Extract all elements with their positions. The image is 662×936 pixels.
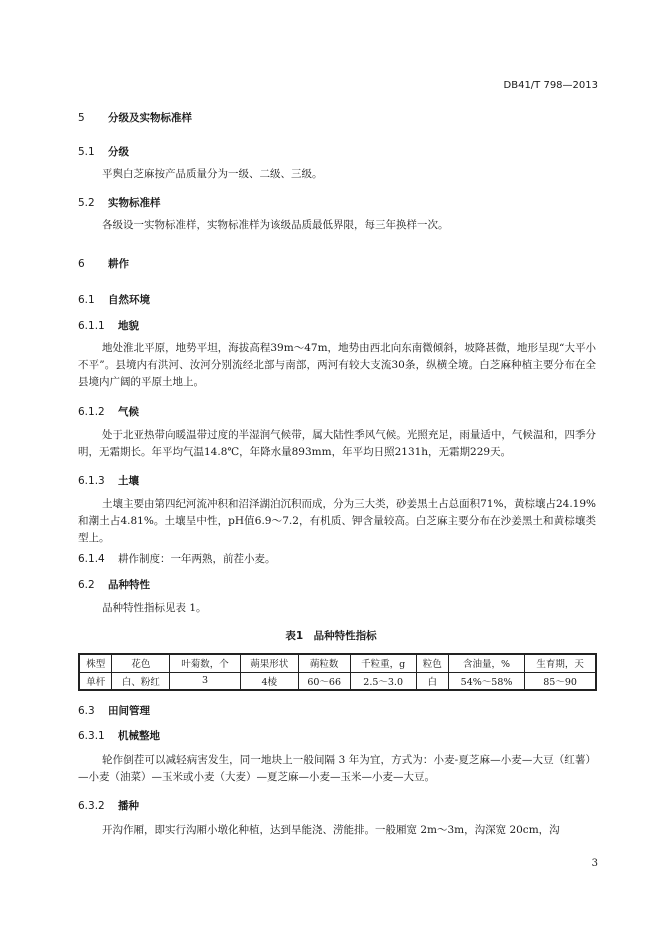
variety-traits-table: [78, 653, 597, 691]
section-6-2-heading: [78, 577, 150, 592]
section-5-1-text: 平舆白芝麻按产品质量分为一级、二级、三级。: [102, 168, 323, 180]
table-header-cell: 千粒重，g: [350, 654, 416, 672]
section-title: 品种特性: [108, 579, 150, 591]
section-title: 播种: [118, 800, 139, 812]
section-title: 机械整地: [118, 730, 160, 742]
table-row: [79, 672, 596, 690]
section-title: 分级: [108, 146, 129, 158]
section-5-2-heading: [78, 195, 161, 210]
section-title: 实物标准样: [108, 197, 161, 209]
section-6-1-2-heading: [78, 404, 139, 419]
table-cell: 白: [416, 672, 448, 690]
table-header-cell: 蒴果形状: [240, 654, 298, 672]
section-number: 5: [78, 112, 85, 124]
section-number: 6.1: [78, 294, 95, 306]
table-header-cell: 叶菊数，个: [170, 654, 241, 672]
section-number: 5.2: [78, 197, 95, 209]
section-6-1-3-text: 土壤主要由第四纪河流冲积和沼泽湖泊沉积而成，分为三大类，砂姜黑土占总面积71%，黄棕壤占24.19%和潮土占4.81%。土壤呈中性，pH值6.9～7.2，有机质、钾含量较高。白芝麻主要分布在沙姜黑土和黄棕壤类型上。: [78, 498, 596, 544]
section-title: 地貌: [118, 320, 139, 332]
section-6-2-text: 品种特性指标见表 1。: [102, 602, 207, 614]
table-header-cell: 生育期，天: [525, 654, 596, 672]
section-number: 6.1.3: [78, 475, 105, 487]
section-6-3-2-text: 开沟作厢，即实行沟厢小墩化种植，达到旱能浇、涝能排。一般厢宽 2m～3m，沟深宽 20cm，沟: [102, 824, 560, 836]
section-title: 土壤: [118, 475, 139, 487]
section-number: 6.1.2: [78, 406, 105, 418]
section-number: 6.1.1: [78, 320, 105, 332]
table-header-cell: 蒴粒数: [298, 654, 350, 672]
table-cell: 白、粉红: [112, 672, 170, 690]
section-5-2-text: 各级设一实物标准样，实物标准样为该级品质最低界限，每三年换样一次。: [102, 219, 449, 231]
table-cell: 85～90: [525, 672, 596, 690]
section-6-3-1-text: 轮作倒茬可以减轻病害发生，同一地块上一般间隔 3 年为宜，方式为：小麦-夏芝麻—小麦—大豆（红薯）—小麦（油菜）—玉米或小麦（大麦）—夏芝麻—小麦—玉米—小麦—大豆。: [78, 754, 596, 783]
table-cell: 60～66: [298, 672, 350, 690]
table-cell: 54%～58%: [448, 672, 524, 690]
section-title: 分级及实物标准样: [108, 112, 192, 124]
section-6-1-1-heading: [78, 318, 139, 333]
section-6-heading: [78, 256, 129, 271]
table-cell: 4棱: [240, 672, 298, 690]
clause-text: 一年两熟，前茬小麦。: [170, 553, 276, 565]
section-number: 6.3.2: [78, 800, 105, 812]
section-6-1-heading: [78, 292, 150, 307]
table-header-cell: 粒色: [416, 654, 448, 672]
section-number: 6.3: [78, 705, 95, 717]
standard-code: DB41/T 798—2013: [503, 80, 598, 91]
section-number: 6.1.4: [78, 553, 105, 565]
table-header-row: [79, 654, 596, 672]
section-6-1-1-text: 地处淮北平原，地势平坦，海拔高程39m～47m，地势由西北向东南微倾斜，坡降甚微，地形呈现“大平小不平”。县境内有洪河、汝河分别流经北部与南部，两河有较大支流30条，纵横全境。白芝麻种植主要分布在全县境内广阔的平原土地上。: [78, 342, 596, 388]
section-title: 田间管理: [108, 705, 150, 717]
section-6-3-heading: [78, 703, 150, 718]
section-number: 5.1: [78, 146, 95, 158]
section-title: 气候: [118, 406, 139, 418]
section-6-1-4-clause: [78, 551, 276, 566]
page-number: 3: [591, 858, 598, 869]
section-6-1-3-heading: [78, 473, 139, 488]
table-header-cell: 含油量，%: [448, 654, 524, 672]
section-number: 6.3.1: [78, 730, 105, 742]
section-title: 自然环境: [108, 294, 150, 306]
table-header-cell: 花色: [112, 654, 170, 672]
section-number: 6: [78, 258, 85, 270]
table-caption: 表1 品种特性指标: [285, 630, 377, 642]
table-cell: 2.5～3.0: [350, 672, 416, 690]
section-title: 耕作: [108, 258, 129, 270]
table-cell: 单杆: [79, 672, 112, 690]
clause-label: 耕作制度：: [118, 553, 171, 565]
section-6-1-2-text: 处于北亚热带向暖温带过度的半湿润气候带，属大陆性季风气候。光照充足，雨量适中，气候温和，四季分明，无霜期长。年平均气温14.8℃，年降水量893mm，年平均日照2131h，无霜期229天。: [78, 429, 596, 458]
section-5-1-heading: [78, 144, 129, 159]
section-number: 6.2: [78, 579, 95, 591]
table-cell: 3: [170, 672, 241, 690]
section-6-3-2-heading: [78, 798, 139, 813]
section-5-heading: [78, 110, 192, 125]
table-header-cell: 株型: [79, 654, 112, 672]
section-6-3-1-heading: [78, 728, 160, 743]
